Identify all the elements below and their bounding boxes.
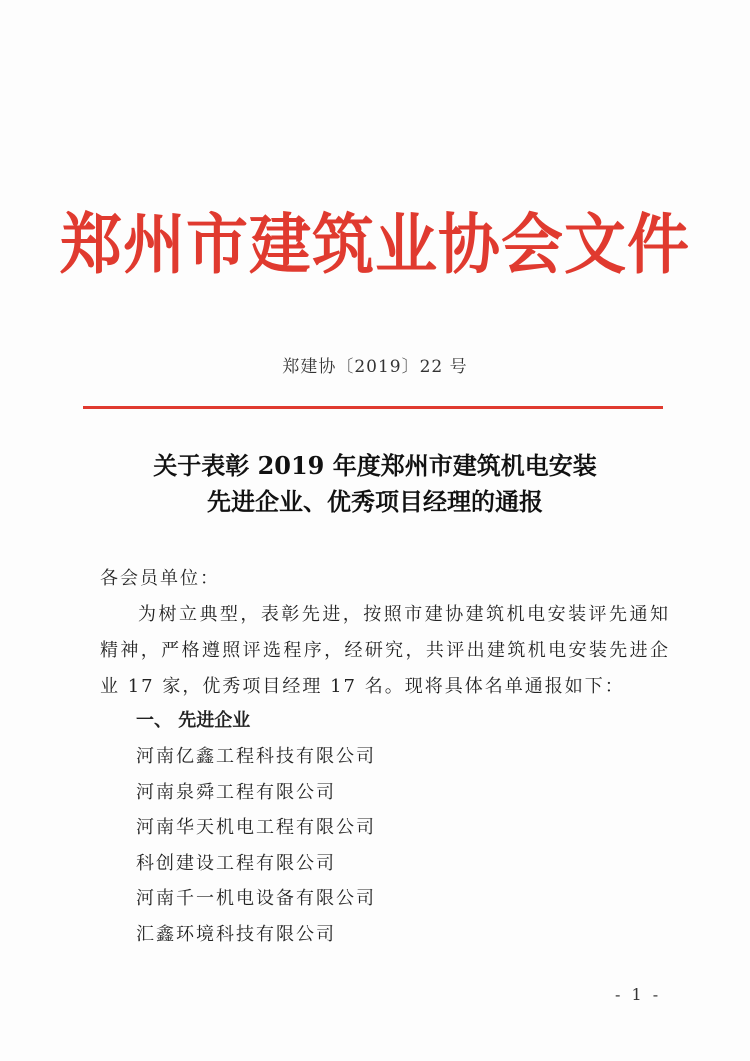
salutation: 各会员单位： <box>100 568 220 589</box>
document-number: 郑建协〔2019〕22 号 <box>282 357 468 377</box>
body-paragraph: 为树立典型，表彰先进，按照市建协建筑机电安装评先通知精神，严格遵照评选程序，经研究，共评出建筑机电安装先进企业 17 家，优秀项目经理 17 名。现将具体名单通报如下： <box>100 604 670 697</box>
page-number: - 1 - <box>615 985 662 1004</box>
notice-title-line-1: 关于表彰 2019 年度郑州市建筑机电安装 <box>153 451 597 480</box>
list-item: 河南华天机电工程有限公司 <box>136 817 376 838</box>
list-item: 科创建设工程有限公司 <box>136 852 336 874</box>
list-item: 河南亿鑫工程科技有限公司 <box>136 746 376 767</box>
list-item: 河南泉舜工程有限公司 <box>136 781 336 803</box>
section-heading-advanced-enterprises: 一、 先进企业 <box>136 710 251 731</box>
notice-title <box>0 448 750 520</box>
company-list <box>136 739 376 952</box>
list-item: 汇鑫环境科技有限公司 <box>136 923 336 945</box>
notice-title-line-2: 先进企业、优秀项目经理的通报 <box>207 487 543 516</box>
masthead-title: 郑州市建筑业协会文件 <box>59 206 690 283</box>
red-divider-line <box>83 406 663 409</box>
list-item: 河南千一机电设备有限公司 <box>136 888 376 909</box>
